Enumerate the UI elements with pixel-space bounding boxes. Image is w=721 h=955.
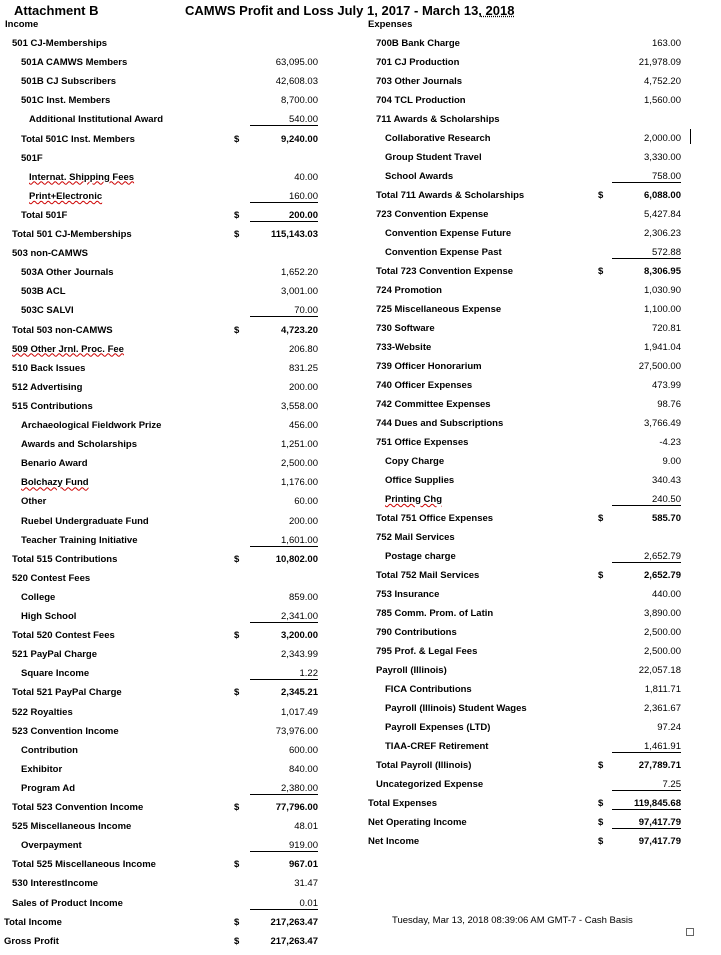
row-label: 523 Convention Income <box>12 725 119 737</box>
row-label: 510 Back Issues <box>12 362 86 374</box>
row-amount: 3,558.00 <box>281 400 318 412</box>
row-amount: 1,652.20 <box>281 267 318 279</box>
row-label: 711 Awards & Scholarships <box>376 114 500 125</box>
row-label: Print+Electronic <box>29 190 103 202</box>
row-amount: 60.00 <box>294 496 318 508</box>
row-label: 501B CJ Subscribers <box>21 76 117 88</box>
dollar-sign: $ <box>234 802 240 813</box>
dollar-sign: $ <box>598 570 604 581</box>
row-label: Bolchazy Fund <box>21 477 89 489</box>
row-label: 701 CJ Production <box>376 57 460 68</box>
row-label: Benario Award <box>21 458 88 470</box>
row-amount: 27,789.71 <box>638 760 681 771</box>
row-label: 733-Website <box>376 342 432 353</box>
row-label: Payroll Expenses (LTD) <box>385 722 491 733</box>
row-amount: 473.99 <box>651 380 681 391</box>
row-label: Postage charge <box>385 551 456 562</box>
row-amount: 5,427.84 <box>644 209 681 220</box>
row-label: TIAA-CREF Retirement <box>385 741 489 752</box>
row-amount: 3,200.00 <box>281 630 318 642</box>
row-amount: 1,030.90 <box>644 285 681 296</box>
row-label: Awards and Scholarships <box>21 439 137 451</box>
row-label: College <box>21 591 56 603</box>
row-amount: 115,143.03 <box>270 229 318 240</box>
row-label: Total 501 CJ-Memberships <box>12 229 132 240</box>
dollar-sign: $ <box>598 266 604 277</box>
dollar-sign: $ <box>234 209 240 221</box>
row-amount: 1,601.00 <box>250 535 318 547</box>
row-amount: 8,306.95 <box>644 266 681 277</box>
row-label: 704 TCL Production <box>376 95 466 106</box>
dollar-sign: $ <box>234 133 240 145</box>
dollar-sign: $ <box>598 513 604 524</box>
row-amount: 1,461.91 <box>612 741 681 753</box>
row-label: Total Payroll (Illinois) <box>376 760 472 771</box>
row-label: 503 non-CAMWS <box>12 248 88 260</box>
row-label: 753 Insurance <box>376 589 440 600</box>
dollar-sign: $ <box>234 687 240 699</box>
row-label: Total 503 non-CAMWS <box>12 324 113 336</box>
row-amount: 1,941.04 <box>644 342 681 353</box>
row-label: 521 PayPal Charge <box>12 649 98 661</box>
row-label: 503A Other Journals <box>21 267 114 279</box>
expenses-heading-label: Expenses <box>368 19 413 30</box>
row-amount: 22,057.18 <box>638 665 681 676</box>
row-label: Total 751 Office Expenses <box>376 513 494 524</box>
row-label: 740 Officer Expenses <box>376 380 473 391</box>
row-amount: 63,095.00 <box>275 57 318 69</box>
row-amount: 2,380.00 <box>250 783 318 795</box>
row-label: 700B Bank Charge <box>376 38 460 49</box>
checkbox-icon <box>686 928 694 936</box>
row-label: Copy Charge <box>385 456 445 467</box>
row-amount: 27,500.00 <box>638 361 681 372</box>
dollar-sign: $ <box>234 630 240 642</box>
row-label: Total 525 Miscellaneous Income <box>12 859 156 871</box>
row-amount: 3,890.00 <box>644 608 681 619</box>
row-label: Internat. Shipping Fees <box>29 171 135 183</box>
row-amount: 4,752.20 <box>644 76 681 87</box>
row-amount: 21,978.09 <box>638 57 681 68</box>
row-amount: 40.00 <box>294 171 318 183</box>
row-amount: 840.00 <box>288 763 318 775</box>
row-label: High School <box>21 611 77 622</box>
row-label: Total 521 PayPal Charge <box>12 687 122 699</box>
row-label: Gross Profit <box>4 935 59 947</box>
row-amount: 70.00 <box>250 305 318 317</box>
dollar-sign: $ <box>234 229 240 240</box>
row-amount: 217,263.47 <box>270 935 318 947</box>
row-label: Total 752 Mail Services <box>376 570 480 581</box>
row-label: Total Expenses <box>368 798 437 809</box>
row-label: 501C Inst. Members <box>21 95 111 107</box>
row-label: Total 723 Convention Expense <box>376 266 514 277</box>
row-label: Square Income <box>21 668 90 680</box>
row-label: 501F <box>21 152 43 164</box>
row-label: Ruebel Undergraduate Fund <box>21 515 149 527</box>
row-amount: 831.25 <box>288 362 318 374</box>
row-label: 723 Convention Expense <box>376 209 489 220</box>
dollar-sign: $ <box>234 859 240 871</box>
row-label: Contribution <box>21 744 78 756</box>
row-amount: 77,796.00 <box>275 802 318 813</box>
row-label: Program Ad <box>21 782 76 794</box>
row-label: 522 Royalties <box>12 706 73 718</box>
row-label: 790 Contributions <box>376 627 457 638</box>
dollar-sign: $ <box>234 916 240 928</box>
row-amount: 600.00 <box>288 744 318 756</box>
row-label: Office Supplies <box>385 475 455 486</box>
row-amount: 7.25 <box>612 779 681 791</box>
dollar-sign: $ <box>234 935 240 947</box>
row-amount: 6,088.00 <box>644 190 681 201</box>
row-amount: 1,176.00 <box>281 477 318 489</box>
row-label: Payroll (Illinois) Student Wages <box>385 703 527 714</box>
row-label: 785 Comm. Prom. of Latin <box>376 608 494 619</box>
row-amount: 163.00 <box>651 38 681 49</box>
row-label: Total 501C Inst. Members <box>21 133 135 145</box>
row-amount: 859.00 <box>288 591 318 603</box>
row-amount: 2,341.00 <box>250 611 318 623</box>
row-amount: 540.00 <box>250 114 318 126</box>
row-amount: 758.00 <box>612 171 681 183</box>
row-label: 724 Promotion <box>376 285 442 296</box>
row-label: Group Student Travel <box>385 152 482 163</box>
row-label: Other <box>21 496 47 508</box>
row-label: Additional Institutional Award <box>29 114 164 126</box>
row-amount: 456.00 <box>288 420 318 431</box>
row-label: Total 501F <box>21 209 68 221</box>
row-label: Convention Expense Future <box>385 228 512 239</box>
row-label: Teacher Training Initiative <box>21 534 138 546</box>
row-amount: 97.24 <box>657 722 681 733</box>
row-label: 742 Committee Expenses <box>376 399 491 410</box>
row-amount: 2,000.00 <box>644 133 681 144</box>
row-amount: 919.00 <box>250 840 318 852</box>
row-amount: 2,345.21 <box>281 687 318 699</box>
row-label: FICA Contributions <box>385 684 472 695</box>
row-label: Total Income <box>4 916 62 928</box>
report-title-main: CAMWS Profit and Loss July 1, 2017 - March 13, <box>185 3 482 18</box>
row-label: 739 Officer Honorarium <box>376 361 482 372</box>
row-amount: 98.76 <box>657 399 681 410</box>
row-amount: 217,263.47 <box>270 916 318 928</box>
row-amount: 2,306.23 <box>644 228 681 239</box>
row-amount: 1,251.00 <box>281 439 318 451</box>
dollar-sign: $ <box>598 836 604 847</box>
report-title-year: 2018 <box>481 3 515 18</box>
row-amount: 119,845.68 <box>612 798 681 810</box>
row-amount: 3,001.00 <box>281 286 318 298</box>
row-amount: 967.01 <box>288 859 318 871</box>
row-amount: 73,976.00 <box>275 725 318 737</box>
row-label: Collaborative Research <box>385 133 491 144</box>
row-label: 515 Contributions <box>12 400 93 412</box>
row-amount: 3,330.00 <box>644 152 681 163</box>
row-label: 525 Miscellaneous Income <box>12 821 132 833</box>
row-label: Net Income <box>368 836 420 847</box>
row-amount: 200.00 <box>250 210 318 222</box>
row-amount: 2,500.00 <box>644 627 681 638</box>
row-amount: 1,811.71 <box>644 684 681 695</box>
row-amount: 160.00 <box>250 191 318 203</box>
row-label: 703 Other Journals <box>376 76 463 87</box>
row-amount: 585.70 <box>651 513 681 524</box>
row-label: Payroll (Illinois) <box>376 665 447 676</box>
row-label: 503C SALVI <box>21 305 74 317</box>
row-label: 512 Advertising <box>12 381 83 393</box>
row-amount: -4.23 <box>659 437 681 448</box>
row-label: Exhibitor <box>21 763 63 775</box>
row-amount: 1,017.49 <box>281 706 318 718</box>
report-title <box>185 3 514 18</box>
row-amount: 2,652.79 <box>612 551 681 563</box>
row-label: 752 Mail Services <box>376 532 455 543</box>
row-amount: 42,608.03 <box>275 76 318 88</box>
row-amount: 1.22 <box>250 668 318 680</box>
row-label: 744 Dues and Subscriptions <box>376 418 504 429</box>
row-amount: 206.80 <box>288 343 318 355</box>
row-amount: 200.00 <box>288 381 318 393</box>
row-amount: 97,417.79 <box>612 817 681 829</box>
row-label: 520 Contest Fees <box>12 572 91 584</box>
row-label: 725 Miscellaneous Expense <box>376 304 502 315</box>
row-amount: 240.50 <box>612 494 681 506</box>
dollar-sign: $ <box>234 324 240 336</box>
row-amount: 200.00 <box>288 515 318 527</box>
dollar-sign: $ <box>598 760 604 771</box>
row-amount: 31.47 <box>294 878 318 890</box>
row-amount: 2,361.67 <box>644 703 681 714</box>
row-amount: 1,560.00 <box>644 95 681 106</box>
dollar-sign: $ <box>598 798 604 809</box>
row-label: Overpayment <box>21 840 82 852</box>
row-amount: 340.43 <box>651 475 681 486</box>
row-amount: 8,700.00 <box>281 95 318 107</box>
income-heading-label: Income <box>5 19 39 30</box>
row-label: 509 Other Jrnl. Proc. Fee <box>12 343 124 355</box>
row-label: 501 CJ-Memberships <box>12 38 108 49</box>
row-amount: 97,417.79 <box>638 836 681 847</box>
row-label: Total 520 Contest Fees <box>12 630 115 642</box>
row-amount: 10,802.00 <box>275 553 318 565</box>
dollar-sign: $ <box>234 553 240 565</box>
report-footer: Tuesday, Mar 13, 2018 08:39:06 AM GMT-7 - Cash Basis <box>392 915 633 926</box>
row-amount: 9.00 <box>662 456 681 467</box>
row-amount: 2,500.00 <box>281 458 318 470</box>
row-amount: 0.01 <box>250 898 318 910</box>
row-label: Printing Chg <box>385 494 442 505</box>
row-amount: 1,100.00 <box>644 304 681 315</box>
row-label: School Awards <box>385 171 454 182</box>
row-label: 530 InterestIncome <box>12 878 99 890</box>
row-amount: 48.01 <box>294 821 318 833</box>
dollar-sign: $ <box>598 817 604 828</box>
attachment-label: Attachment B <box>14 3 99 18</box>
dollar-sign: $ <box>598 190 604 201</box>
row-label: 795 Prof. & Legal Fees <box>376 646 478 657</box>
row-label: Total 523 Convention Income <box>12 802 144 813</box>
cursor-bar <box>690 129 691 144</box>
row-amount: 2,652.79 <box>644 570 681 581</box>
row-label: Uncategorized Expense <box>376 779 484 790</box>
row-label: Sales of Product Income <box>12 897 123 909</box>
row-label: 501A CAMWS Members <box>21 57 128 69</box>
row-amount: 4,723.20 <box>281 324 318 336</box>
row-label: Convention Expense Past <box>385 247 502 258</box>
row-label: 730 Software <box>376 323 435 334</box>
row-amount: 720.81 <box>651 323 681 334</box>
row-amount: 9,240.00 <box>281 133 318 145</box>
row-label: 503B ACL <box>21 286 66 298</box>
row-amount: 572.88 <box>612 247 681 259</box>
row-label: Total 711 Awards & Scholarships <box>376 190 525 201</box>
row-amount: 3,766.49 <box>644 418 681 429</box>
row-label: Archaeological Fieldwork Prize <box>21 420 162 431</box>
row-label: Net Operating Income <box>368 817 467 828</box>
row-label: 751 Office Expenses <box>376 437 469 448</box>
row-amount: 2,500.00 <box>644 646 681 657</box>
row-amount: 2,343.99 <box>281 649 318 661</box>
row-amount: 440.00 <box>651 589 681 600</box>
row-label: Total 515 Contributions <box>12 553 118 565</box>
